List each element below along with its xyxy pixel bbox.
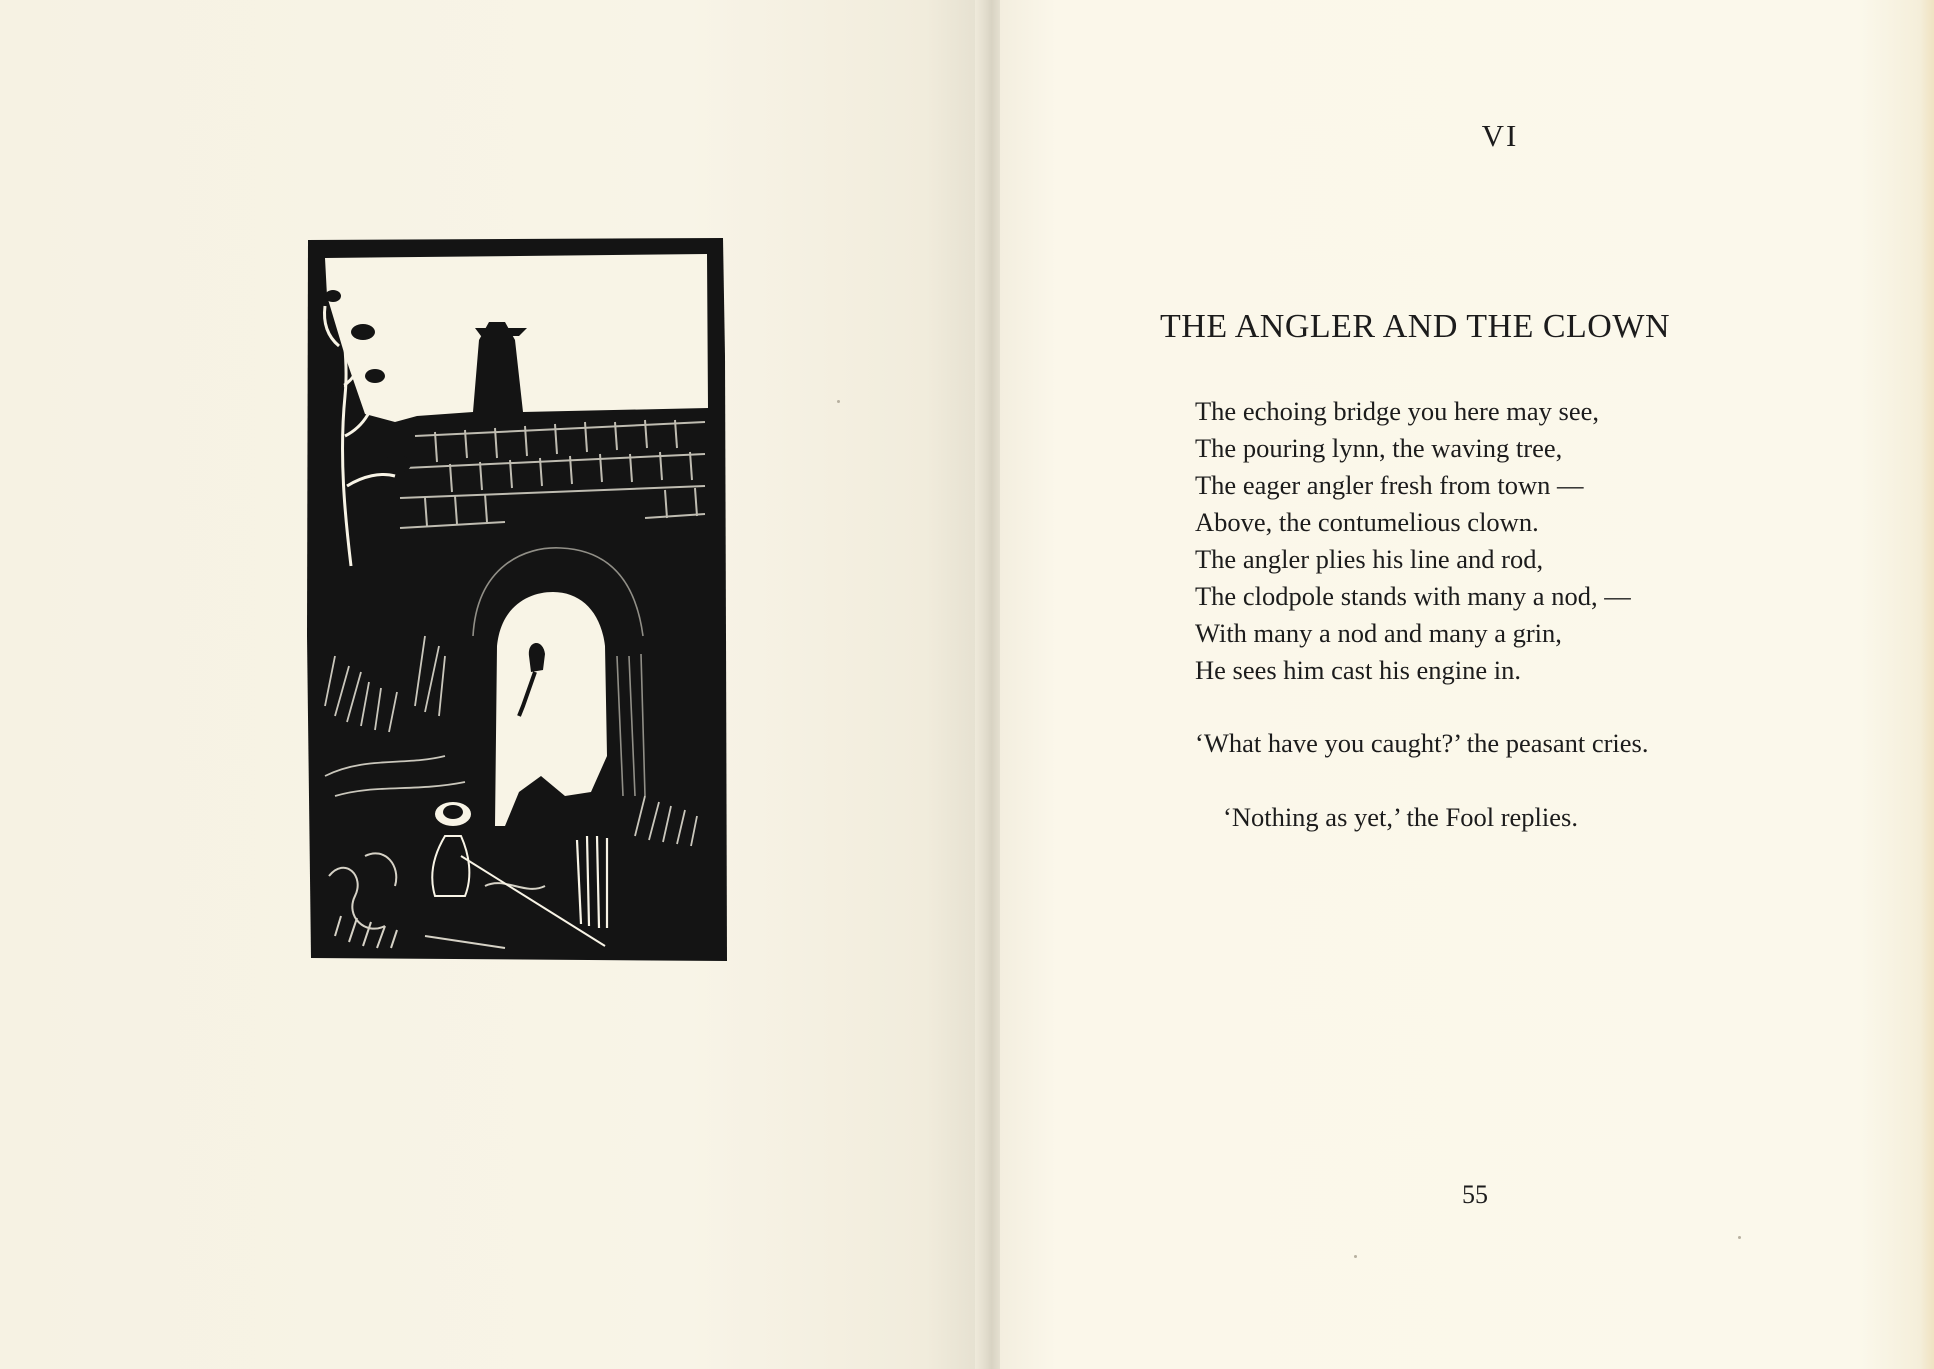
poem-line: The echoing bridge you here may see,: [1195, 396, 1599, 426]
poem-line: He sees him cast his engine in.: [1195, 655, 1522, 685]
woodcut-illustration: [305, 236, 727, 963]
poem-reply-line: ‘Nothing as yet,’ the Fool replies.: [1223, 802, 1578, 832]
poem-line: The angler plies his line and rod,: [1195, 544, 1544, 574]
poem-title: THE ANGLER AND THE CLOWN: [1160, 308, 1670, 345]
poem-line: Above, the contumelious clown.: [1195, 507, 1539, 537]
poem-stanza: [1195, 393, 1631, 689]
paper-speck: [837, 400, 840, 403]
poem-line: With many a nod and many a grin,: [1195, 618, 1562, 648]
paper-speck: [1354, 1255, 1357, 1258]
page-number: 55: [1462, 1180, 1488, 1209]
poem-question-line: ‘What have you caught?’ the peasant cries.: [1195, 728, 1649, 758]
section-number: VI: [1481, 118, 1519, 153]
page-edge: [1920, 0, 1934, 1369]
poem-line: The eager angler fresh from town —: [1195, 470, 1584, 500]
paper-speck: [1738, 1236, 1741, 1239]
poem-line: The pouring lynn, the waving tree,: [1195, 433, 1563, 463]
poem-line: The clodpole stands with many a nod, —: [1195, 581, 1631, 611]
